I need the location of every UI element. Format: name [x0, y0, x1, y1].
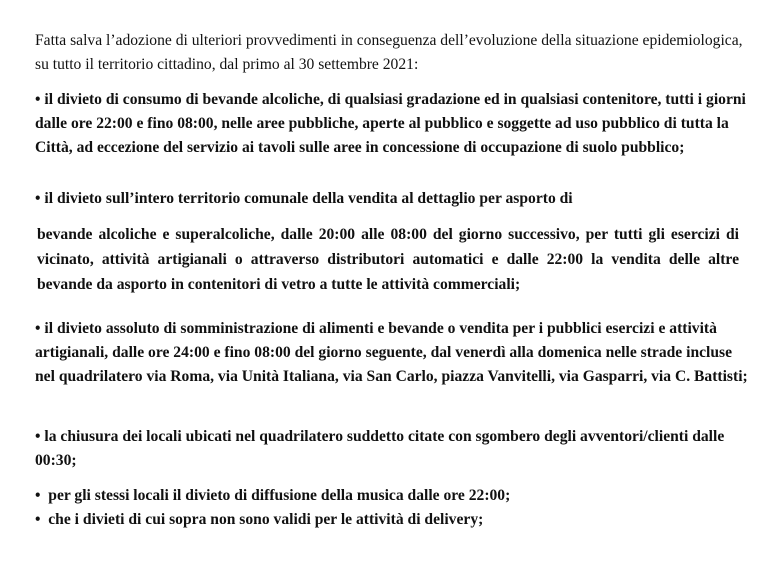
bullet-icon: •	[35, 487, 41, 504]
item-text: il divieto sull’intero territorio comunale della vendita al dettaglio per asporto di	[44, 190, 573, 207]
item-text: per gli stessi locali il divieto di diffusione della musica dalle ore 22:00;	[48, 487, 511, 504]
ordinance-item-music-ban	[35, 484, 755, 508]
item-text: il divieto assoluto di somministrazione di alimenti e bevande o vendita per i pubblici esercizi e attività artigianali, dalle ore 24:00 e fino 08:00 del giorno seguente, dal venerdì alla domenica nelle strade incluse nel quadrilatero via Roma, via Unità Italiana, via San Carlo, piazza Vanvitelli, via Gasparri, via C. Battisti;	[35, 320, 748, 385]
bullet-icon: •	[35, 428, 41, 445]
ordinance-item-takeaway-sale	[35, 187, 755, 211]
ordinance-item-administration-ban	[35, 317, 755, 389]
bullet-icon: •	[35, 511, 41, 528]
ordinance-item-alcohol-consumption	[35, 88, 755, 160]
bullet-icon: •	[35, 320, 41, 337]
ordinance-item-takeaway-sale-continuation: bevande alcoliche e superalcoliche, dalle 20:00 alle 08:00 del giorno successivo, per tutti gli esercizi di vicinato, attività artigianali o attraverso distributori automatici e dalle 22:00 la vendita delle altre bevande da asporto in contenitori di vetro a tutte le attività commerciali;	[37, 226, 739, 293]
ordinance-item-delivery-exemption	[35, 508, 755, 532]
item-text: il divieto di consumo di bevande alcoliche, di qualsiasi gradazione ed in qualsiasi contenitore, tutti i giorni dalle ore 22:00 e fino 08:00, nelle aree pubbliche, aperte al pubblico e soggette ad uso pubblico di tutta la Città, ad eccezione del servizio ai tavoli sulle aree in concessione di occupazione di suolo pubblico;	[35, 91, 746, 156]
item-text: che i divieti di cui sopra non sono validi per le attività di delivery;	[48, 511, 484, 528]
ordinance-item-closure	[35, 425, 755, 473]
item-text: la chiusura dei locali ubicati nel quadrilatero suddetto citate con sgombero degli avventori/clienti dalle 00:30;	[35, 428, 725, 469]
bullet-icon: •	[35, 91, 41, 108]
bullet-icon: •	[35, 190, 41, 207]
intro-paragraph: Fatta salva l’adozione di ulteriori provvedimenti in conseguenza dell’evoluzione della situazione epidemiologica, su tutto il territorio cittadino, dal primo al 30 settembre 2021:	[35, 32, 743, 73]
